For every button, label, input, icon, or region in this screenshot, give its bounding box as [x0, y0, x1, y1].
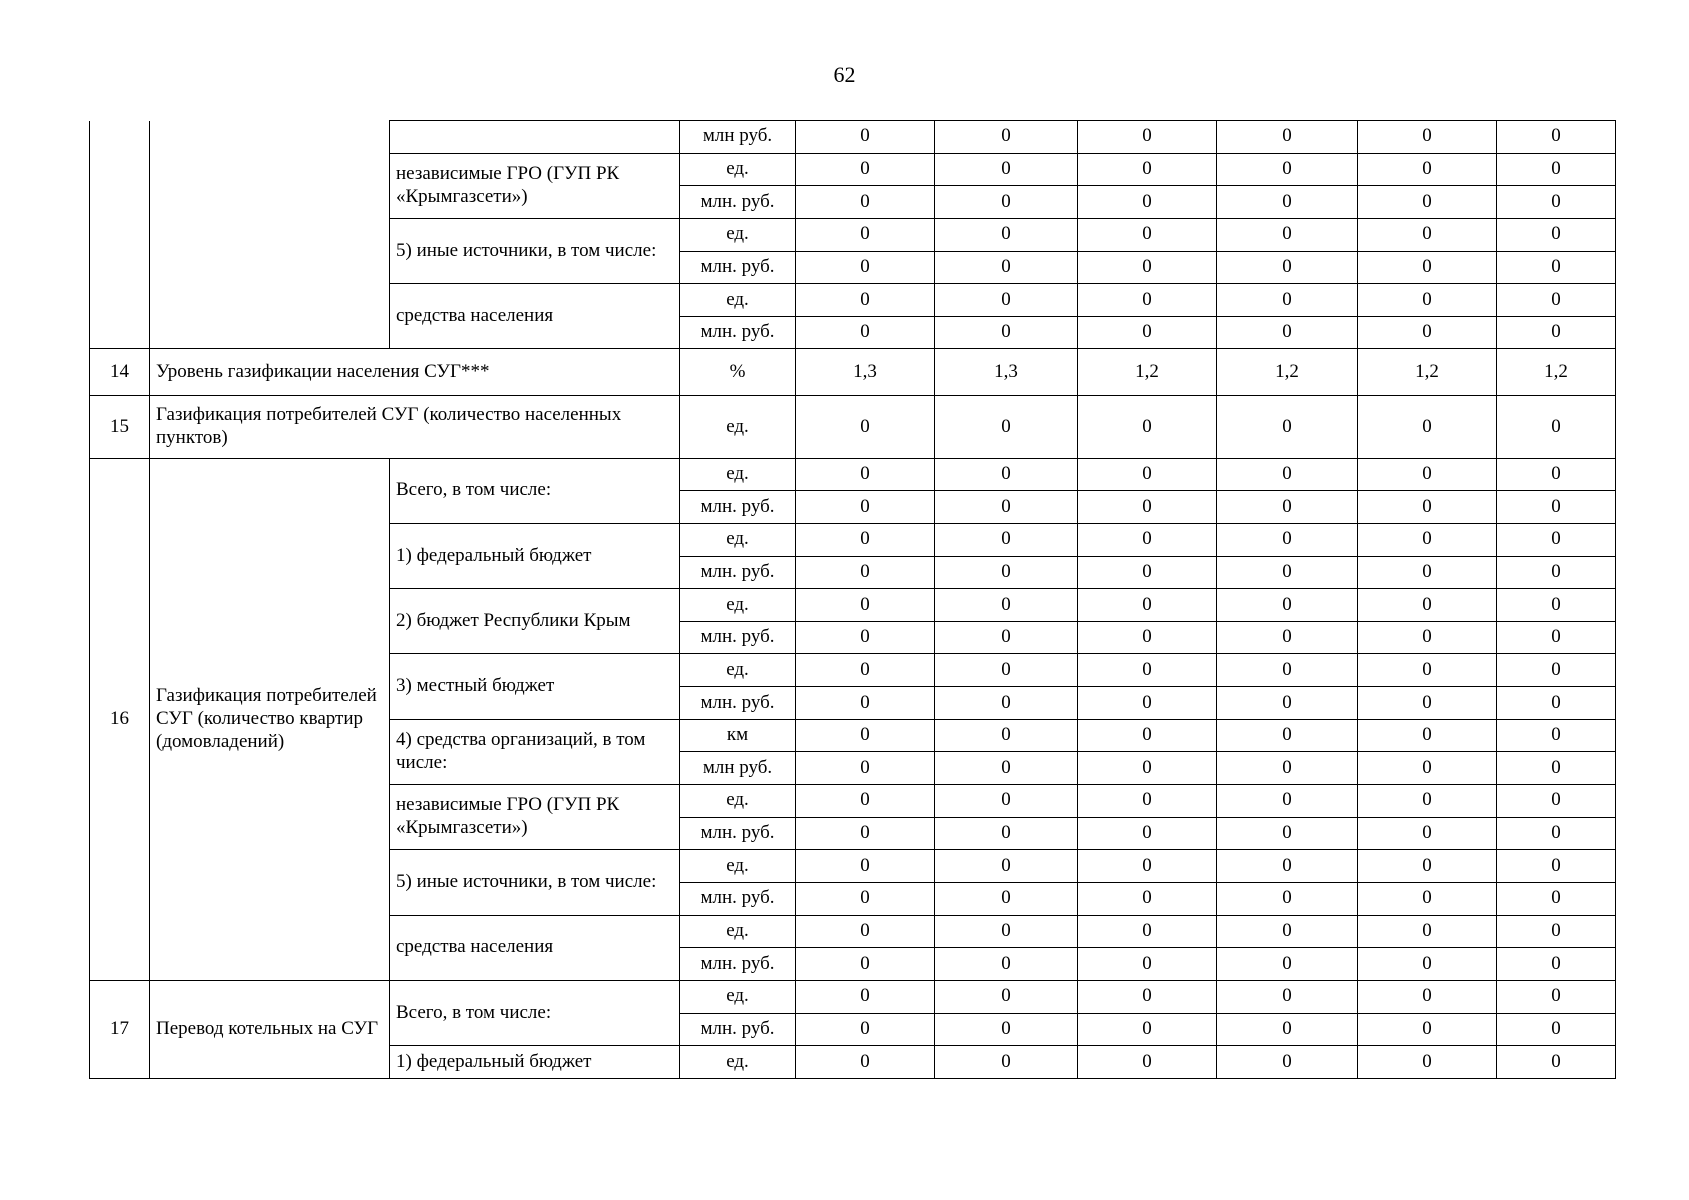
value-cell: 0 — [1358, 687, 1497, 720]
row-number-cell: 17 — [90, 980, 150, 1078]
value-cell: 1,2 — [1078, 349, 1217, 396]
value-cell: 0 — [935, 915, 1078, 948]
value-cell: 0 — [796, 621, 935, 654]
source-cell — [390, 121, 680, 154]
value-cell: 0 — [1497, 915, 1616, 948]
value-cell: 0 — [1217, 218, 1358, 251]
value-cell: 0 — [1497, 948, 1616, 981]
value-cell: 0 — [1078, 850, 1217, 883]
value-cell: 1,3 — [796, 349, 935, 396]
row-number-cell: 15 — [90, 396, 150, 458]
unit-cell: ед. — [680, 915, 796, 948]
source-cell: независимые ГРО (ГУП РК «Крымгазсети») — [390, 785, 680, 850]
value-cell: 0 — [1217, 948, 1358, 981]
value-cell: 0 — [935, 396, 1078, 458]
value-cell: 0 — [1078, 882, 1217, 915]
value-cell: 0 — [1078, 621, 1217, 654]
value-cell: 0 — [1078, 121, 1217, 154]
value-cell: 0 — [796, 785, 935, 818]
value-cell: 0 — [796, 523, 935, 556]
value-cell: 0 — [1078, 284, 1217, 317]
value-cell: 0 — [1497, 251, 1616, 284]
unit-cell: ед. — [680, 523, 796, 556]
value-cell: 0 — [796, 654, 935, 687]
unit-cell: млн. руб. — [680, 817, 796, 850]
value-cell: 0 — [1078, 980, 1217, 1013]
source-cell: 5) иные источники, в том числе: — [390, 850, 680, 915]
value-cell: 0 — [1078, 817, 1217, 850]
source-cell: независимые ГРО (ГУП РК «Крымгазсети») — [390, 153, 680, 218]
value-cell: 0 — [796, 719, 935, 752]
value-cell: 0 — [1217, 316, 1358, 349]
value-cell: 0 — [1497, 316, 1616, 349]
unit-cell: млн. руб. — [680, 251, 796, 284]
table-body — [90, 121, 1616, 1079]
value-cell: 0 — [935, 316, 1078, 349]
value-cell: 0 — [1358, 817, 1497, 850]
value-cell: 0 — [1358, 153, 1497, 186]
value-cell: 0 — [1078, 396, 1217, 458]
value-cell: 0 — [1217, 850, 1358, 883]
unit-cell: млн. руб. — [680, 948, 796, 981]
value-cell: 0 — [935, 284, 1078, 317]
unit-cell: % — [680, 349, 796, 396]
value-cell: 0 — [935, 589, 1078, 622]
value-cell: 0 — [1078, 1046, 1217, 1079]
value-cell: 0 — [935, 556, 1078, 589]
value-cell: 0 — [1078, 153, 1217, 186]
value-cell: 0 — [796, 218, 935, 251]
unit-cell: ед. — [680, 1046, 796, 1079]
table-row — [90, 349, 1616, 396]
table-row — [90, 458, 1616, 491]
value-cell: 0 — [1217, 396, 1358, 458]
value-cell: 0 — [1497, 523, 1616, 556]
value-cell: 0 — [796, 850, 935, 883]
value-cell: 0 — [1217, 654, 1358, 687]
value-cell: 0 — [796, 251, 935, 284]
value-cell: 0 — [1497, 1013, 1616, 1046]
value-cell: 0 — [1078, 458, 1217, 491]
value-cell: 0 — [1078, 589, 1217, 622]
value-cell: 0 — [1217, 882, 1358, 915]
value-cell: 0 — [796, 817, 935, 850]
value-cell: 0 — [1358, 719, 1497, 752]
unit-cell: ед. — [680, 458, 796, 491]
unit-cell: млн. руб. — [680, 316, 796, 349]
unit-cell: ед. — [680, 654, 796, 687]
value-cell: 0 — [935, 251, 1078, 284]
value-cell: 0 — [796, 121, 935, 154]
value-cell: 0 — [1078, 654, 1217, 687]
value-cell: 0 — [935, 491, 1078, 524]
value-cell: 0 — [1497, 621, 1616, 654]
value-cell: 0 — [1497, 153, 1616, 186]
source-cell: 2) бюджет Республики Крым — [390, 589, 680, 654]
value-cell: 0 — [1497, 589, 1616, 622]
value-cell: 0 — [935, 153, 1078, 186]
value-cell: 0 — [1217, 121, 1358, 154]
value-cell: 0 — [1358, 785, 1497, 818]
value-cell: 1,2 — [1497, 349, 1616, 396]
value-cell: 0 — [935, 752, 1078, 785]
unit-cell: ед. — [680, 980, 796, 1013]
unit-cell: млн. руб. — [680, 556, 796, 589]
value-cell: 0 — [796, 882, 935, 915]
table-row — [90, 980, 1616, 1013]
value-cell: 0 — [1497, 218, 1616, 251]
value-cell: 0 — [1217, 1046, 1358, 1079]
unit-cell: млн. руб. — [680, 491, 796, 524]
value-cell: 0 — [1078, 719, 1217, 752]
value-cell: 0 — [1217, 621, 1358, 654]
value-cell: 0 — [796, 687, 935, 720]
value-cell: 0 — [1497, 817, 1616, 850]
value-cell: 0 — [1497, 556, 1616, 589]
value-cell: 0 — [796, 1046, 935, 1079]
value-cell: 0 — [1358, 1046, 1497, 1079]
value-cell: 0 — [935, 687, 1078, 720]
value-cell: 0 — [1217, 719, 1358, 752]
value-cell: 0 — [1358, 491, 1497, 524]
value-cell: 0 — [1497, 396, 1616, 458]
unit-cell: млн. руб. — [680, 621, 796, 654]
value-cell: 0 — [1497, 719, 1616, 752]
value-cell: 0 — [1217, 687, 1358, 720]
value-cell: 0 — [1217, 1013, 1358, 1046]
value-cell: 0 — [1497, 186, 1616, 219]
value-cell: 0 — [1217, 251, 1358, 284]
value-cell: 0 — [1217, 284, 1358, 317]
value-cell: 0 — [1358, 621, 1497, 654]
value-cell: 0 — [935, 654, 1078, 687]
unit-cell: млн. руб. — [680, 882, 796, 915]
row-number-cell: 14 — [90, 349, 150, 396]
unit-cell: ед. — [680, 785, 796, 818]
value-cell: 0 — [1078, 523, 1217, 556]
unit-cell: млн. руб. — [680, 1013, 796, 1046]
value-cell: 0 — [796, 316, 935, 349]
value-cell: 0 — [1217, 491, 1358, 524]
value-cell: 0 — [796, 752, 935, 785]
value-cell: 1,2 — [1217, 349, 1358, 396]
value-cell: 0 — [1358, 654, 1497, 687]
value-cell: 0 — [935, 785, 1078, 818]
unit-cell: ед. — [680, 589, 796, 622]
value-cell: 0 — [1358, 523, 1497, 556]
unit-cell: км — [680, 719, 796, 752]
value-cell: 0 — [1217, 980, 1358, 1013]
value-cell: 0 — [1078, 491, 1217, 524]
unit-cell: млн руб. — [680, 752, 796, 785]
value-cell: 0 — [935, 218, 1078, 251]
unit-cell: млн руб. — [680, 121, 796, 154]
value-cell: 0 — [796, 589, 935, 622]
value-cell: 1,3 — [935, 349, 1078, 396]
value-cell: 0 — [1497, 1046, 1616, 1079]
value-cell: 0 — [796, 153, 935, 186]
value-cell: 0 — [796, 980, 935, 1013]
value-cell: 0 — [1217, 817, 1358, 850]
value-cell: 0 — [1358, 980, 1497, 1013]
value-cell: 0 — [1358, 218, 1497, 251]
value-cell: 0 — [1217, 915, 1358, 948]
value-cell: 0 — [796, 948, 935, 981]
value-cell: 0 — [1497, 687, 1616, 720]
value-cell: 0 — [1217, 458, 1358, 491]
row-number-cell: 16 — [90, 458, 150, 980]
source-cell: 3) местный бюджет — [390, 654, 680, 719]
value-cell: 0 — [935, 458, 1078, 491]
source-cell: 1) федеральный бюджет — [390, 1046, 680, 1079]
row-name-cell — [150, 121, 390, 349]
value-cell: 0 — [1078, 687, 1217, 720]
value-cell: 0 — [796, 284, 935, 317]
value-cell: 0 — [1358, 458, 1497, 491]
value-cell: 0 — [1217, 153, 1358, 186]
value-cell: 0 — [1358, 186, 1497, 219]
value-cell: 0 — [1078, 316, 1217, 349]
value-cell: 0 — [1217, 589, 1358, 622]
value-cell: 0 — [1358, 251, 1497, 284]
value-cell: 0 — [935, 719, 1078, 752]
value-cell: 0 — [1358, 752, 1497, 785]
unit-cell: ед. — [680, 218, 796, 251]
value-cell: 0 — [1358, 121, 1497, 154]
unit-cell: млн. руб. — [680, 186, 796, 219]
value-cell: 0 — [1497, 654, 1616, 687]
value-cell: 0 — [1078, 556, 1217, 589]
value-cell: 0 — [935, 621, 1078, 654]
value-cell: 0 — [1497, 491, 1616, 524]
value-cell: 0 — [1078, 785, 1217, 818]
value-cell: 0 — [935, 1013, 1078, 1046]
value-cell: 0 — [935, 121, 1078, 154]
unit-cell: ед. — [680, 153, 796, 186]
unit-cell: ед. — [680, 850, 796, 883]
source-cell: 5) иные источники, в том числе: — [390, 218, 680, 283]
source-cell: средства населения — [390, 284, 680, 349]
row-name-cell: Перевод котельных на СУГ — [150, 980, 390, 1078]
value-cell: 0 — [1358, 948, 1497, 981]
value-cell: 0 — [1078, 752, 1217, 785]
source-cell: средства населения — [390, 915, 680, 980]
value-cell: 0 — [1078, 186, 1217, 219]
value-cell: 0 — [1217, 523, 1358, 556]
source-cell: 1) федеральный бюджет — [390, 523, 680, 588]
source-cell: Всего, в том числе: — [390, 980, 680, 1045]
value-cell: 0 — [1497, 980, 1616, 1013]
row-number-cell — [90, 121, 150, 349]
source-cell: Всего, в том числе: — [390, 458, 680, 523]
source-cell: 4) средства организаций, в том числе: — [390, 719, 680, 784]
row-name-cell: Газификация потребителей СУГ (количество квартир (домовладений) — [150, 458, 390, 980]
value-cell: 0 — [1078, 915, 1217, 948]
value-cell: 0 — [1358, 915, 1497, 948]
value-cell: 0 — [1358, 316, 1497, 349]
value-cell: 0 — [1217, 556, 1358, 589]
value-cell: 0 — [935, 850, 1078, 883]
value-cell: 0 — [796, 1013, 935, 1046]
value-cell: 0 — [796, 491, 935, 524]
value-cell: 0 — [1497, 458, 1616, 491]
data-table — [89, 120, 1616, 1079]
value-cell: 0 — [796, 186, 935, 219]
value-cell: 0 — [1358, 284, 1497, 317]
value-cell: 0 — [1217, 186, 1358, 219]
value-cell: 0 — [1358, 396, 1497, 458]
value-cell: 0 — [935, 882, 1078, 915]
table-row — [90, 121, 1616, 154]
value-cell: 0 — [1358, 556, 1497, 589]
value-cell: 0 — [1217, 752, 1358, 785]
value-cell: 0 — [1358, 589, 1497, 622]
value-cell: 0 — [1358, 1013, 1497, 1046]
value-cell: 0 — [1078, 948, 1217, 981]
value-cell: 0 — [1358, 850, 1497, 883]
value-cell: 0 — [796, 556, 935, 589]
value-cell: 0 — [1078, 1013, 1217, 1046]
value-cell: 0 — [1497, 882, 1616, 915]
value-cell: 0 — [1358, 882, 1497, 915]
table-row — [90, 396, 1616, 458]
value-cell: 0 — [1078, 251, 1217, 284]
value-cell: 0 — [1217, 785, 1358, 818]
value-cell: 0 — [935, 948, 1078, 981]
value-cell: 1,2 — [1358, 349, 1497, 396]
value-cell: 0 — [1497, 785, 1616, 818]
unit-cell: ед. — [680, 284, 796, 317]
value-cell: 0 — [935, 523, 1078, 556]
unit-cell: млн. руб. — [680, 687, 796, 720]
unit-cell: ед. — [680, 396, 796, 458]
value-cell: 0 — [796, 915, 935, 948]
value-cell: 0 — [1497, 850, 1616, 883]
value-cell: 0 — [935, 817, 1078, 850]
row-name-cell: Газификация потребителей СУГ (количество населенных пунктов) — [150, 396, 680, 458]
value-cell: 0 — [1497, 284, 1616, 317]
value-cell: 0 — [935, 186, 1078, 219]
value-cell: 0 — [935, 980, 1078, 1013]
value-cell: 0 — [1497, 752, 1616, 785]
value-cell: 0 — [796, 396, 935, 458]
value-cell: 0 — [1078, 218, 1217, 251]
page-number: 62 — [833, 62, 856, 87]
value-cell: 0 — [935, 1046, 1078, 1079]
value-cell: 0 — [796, 458, 935, 491]
value-cell: 0 — [1497, 121, 1616, 154]
row-name-cell: Уровень газификации населения СУГ*** — [150, 349, 680, 396]
